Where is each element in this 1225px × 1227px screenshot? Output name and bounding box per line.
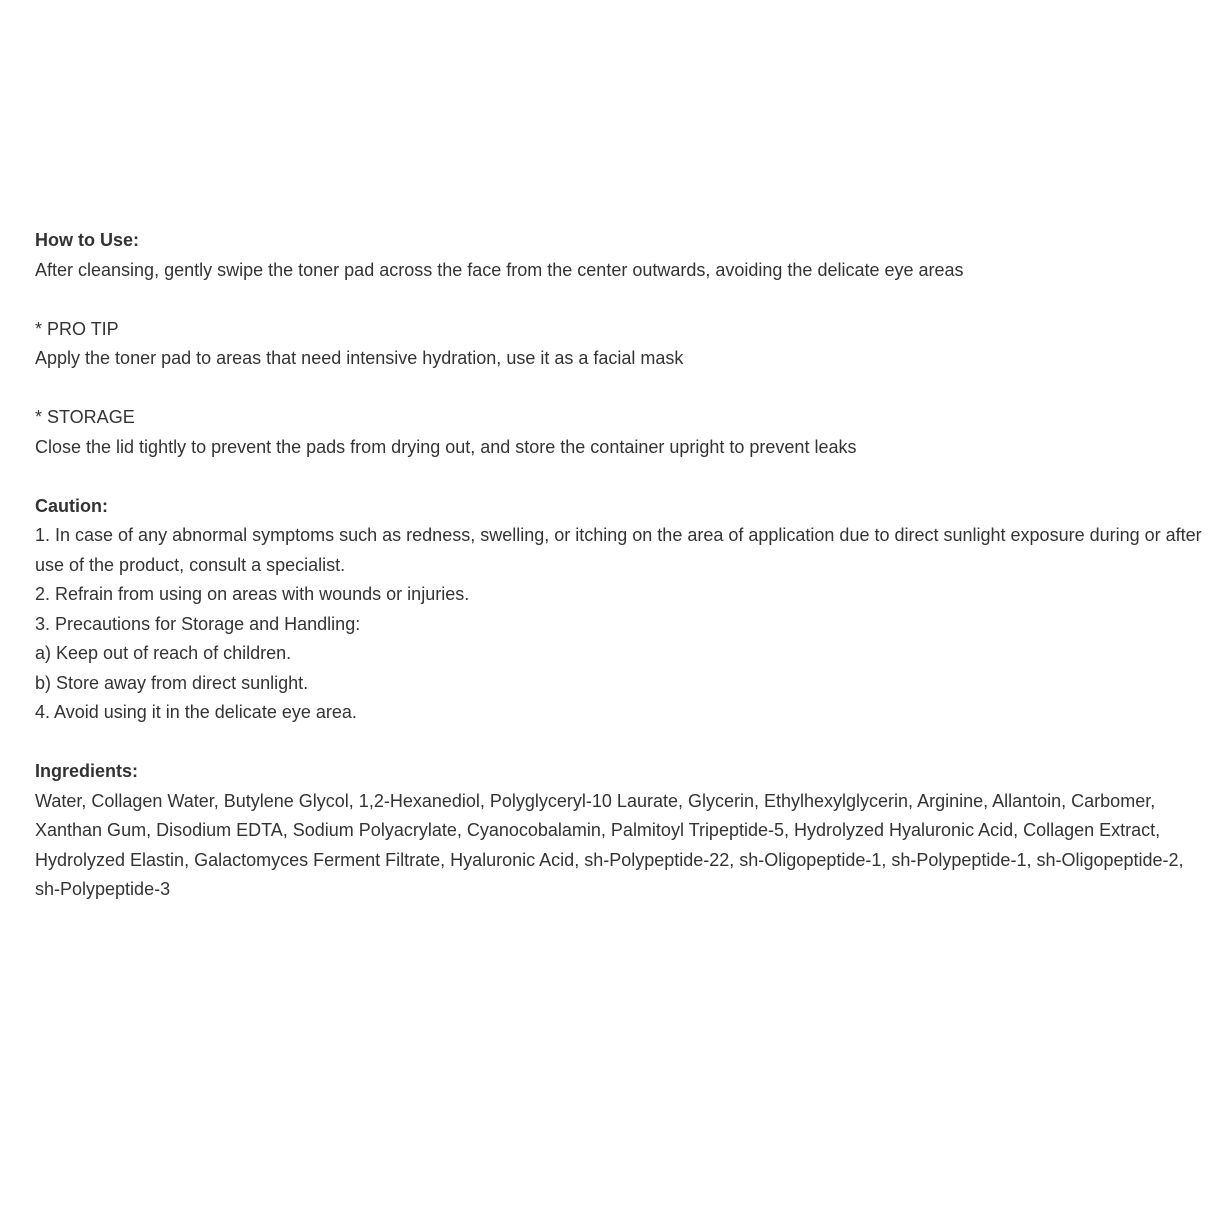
section-caution [35,492,1211,728]
caution-heading: Caution: [35,495,108,516]
section-storage [35,403,1211,462]
pro-tip-heading: * PRO TIP [35,318,119,339]
section-how-to-use [35,226,1211,285]
ingredients-body: Water, Collagen Water, Butylene Glycol, 1,2-Hexanediol, Polyglyceryl-10 Laurate, Glycerin, Ethylhexylglycerin, Arginine, Allantoin, Carbomer, Xanthan Gum, Disodium EDTA, Sodium Polyacrylate, Cyanocobalamin, Palmitoyl Tripeptide-5, Hydrolyzed Hyaluronic Acid, Collagen Extract, Hydrolyzed Elastin, Galactomyces Ferment Filtrate, Hyaluronic Acid, sh-Polypeptide-22, sh-Oligopeptide-1, sh-Polypeptide-1, sh-Oligopeptide-2, sh-Polypeptide-3 [35,790,1184,899]
pro-tip-body: Apply the toner pad to areas that need intensive hydration, use it as a facial mask [35,348,684,368]
storage-body: Close the lid tightly to prevent the pads from drying out, and store the container upright to prevent leaks [35,436,857,457]
caution-item-3: 3. Precautions for Storage and Handling: [35,613,361,634]
storage-heading: * STORAGE [35,407,135,427]
caution-item-4: 4. Avoid using it in the delicate eye area. [35,702,357,722]
ingredients-heading: Ingredients: [35,761,139,781]
caution-item-3b: b) Store away from direct sunlight. [35,672,309,693]
section-pro-tip [35,315,1211,374]
how-to-use-body: After cleansing, gently swipe the toner pad across the face from the center outwards, avoiding the delicate eye areas [35,259,964,280]
how-to-use-heading: How to Use: [35,230,140,250]
caution-item-2: 2. Refrain from using on areas with wounds or injuries. [35,584,470,604]
caution-item-3a: a) Keep out of reach of children. [35,643,292,663]
caution-item-1: 1. In case of any abnormal symptoms such as redness, swelling, or itching on the area of application due to direct sunlight exposure during or after use of the product, consult a specialist. [35,525,1202,575]
section-ingredients [35,757,1211,905]
